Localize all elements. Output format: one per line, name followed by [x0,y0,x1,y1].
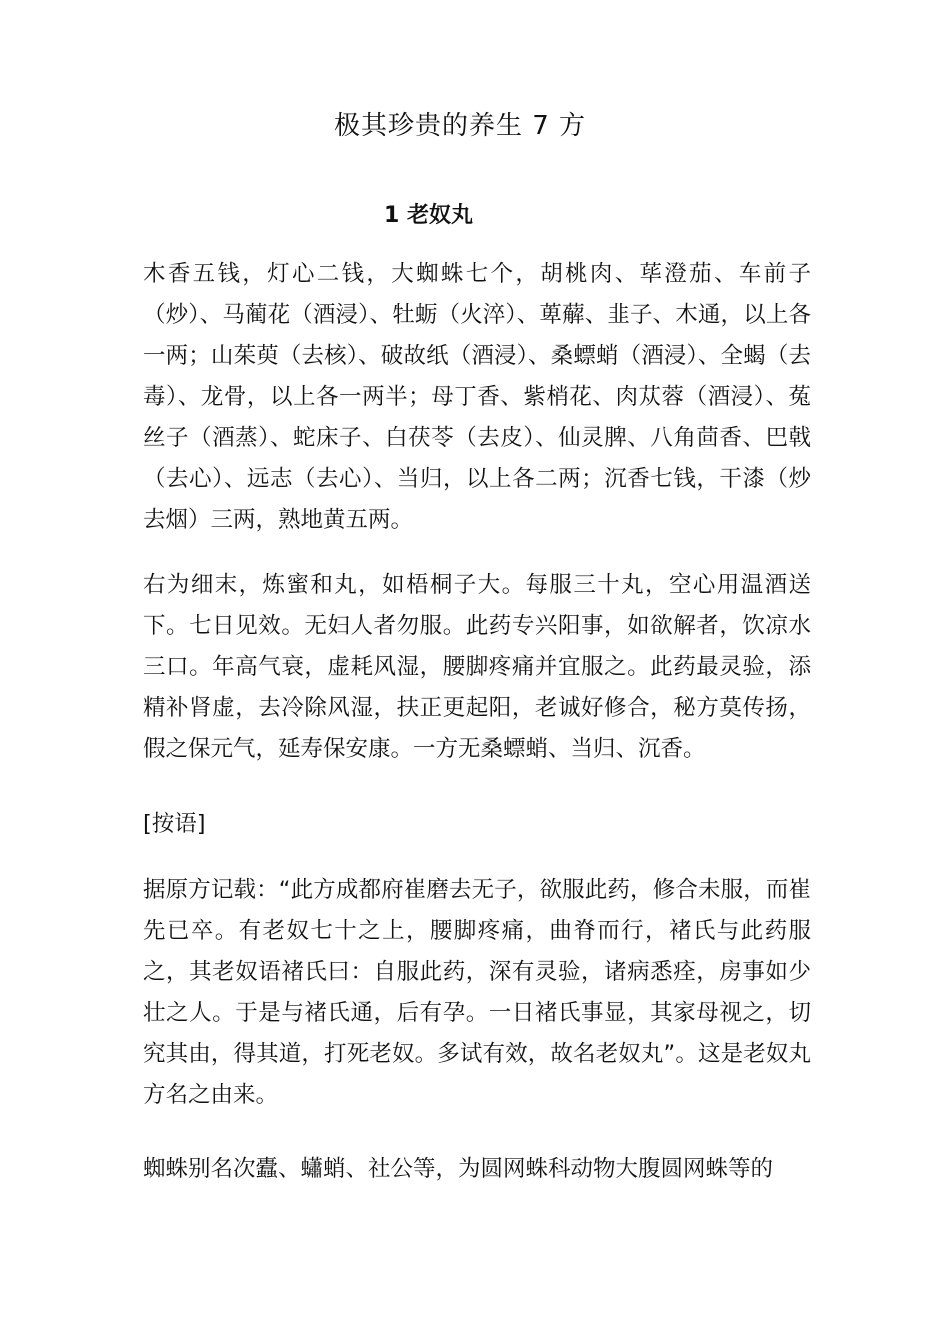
paragraph-note-label: [按语] [143,811,206,837]
paragraph-preparation: 右为细末，炼蜜和丸，如梧桐子大。每服三十丸，空心用温酒送下。七日见效。无妇人者勿服。此药专兴阳事，如欲解者，饮凉水三口。年高气衰，虚耗风湿，腰脚疼痛并宜服之。此药最灵验，添精补肾虚，去冷除风湿，扶正更起阳，老诚好修合，秘方莫传扬，假之保元气，延寿保安康。一方无桑螵蛸、当归、沉香。 [143,572,811,762]
paragraph-commentary: 据原方记载：“此方成都府崔磨去无子，欲服此药，修合未服，而崔先已卒。有老奴七十之上，腰脚疼痛，曲脊而行，褚氏与此药服之，其老奴语褚氏曰：自服此药，深有灵验，诸病悉痊，房事如少壮之人。于是与褚氏通，后有孕。一日褚氏事显，其家母视之，切究其由，得其道，打死老奴。多试有效，故名老奴丸”。这是老奴丸方名之由来。 [143,877,811,1108]
section-heading: 1 老奴丸 [384,203,473,228]
paragraph-spider-note: 蜘蛛别名次蠹、蠨蛸、社公等，为圆网蛛科动物大腹圆网蛛等的 [143,1156,774,1182]
paragraph-ingredients: 木香五钱，灯心二钱，大蜘蛛七个，胡桃肉、荜澄茄、车前子（炒）、马蔺花（酒浸）、牡蛎（火淬）、萆薢、韭子、木通，以上各一两；山茱萸（去核）、破故纸（酒浸）、桑螵蛸（酒浸）、全蝎（去毒）、龙骨，以上各一两半；母丁香、紫梢花、肉苁蓉（酒浸）、菟丝子（酒蒸）、蛇床子、白茯苓（去皮）、仙灵脾、八角茴香、巴戟（去心）、远志（去心）、当归，以上各二两；沉香七钱，干漆（炒去烟）三两，熟地黄五两。 [143,261,811,533]
document-title: 极其珍贵的养生 7 方 [333,111,587,141]
